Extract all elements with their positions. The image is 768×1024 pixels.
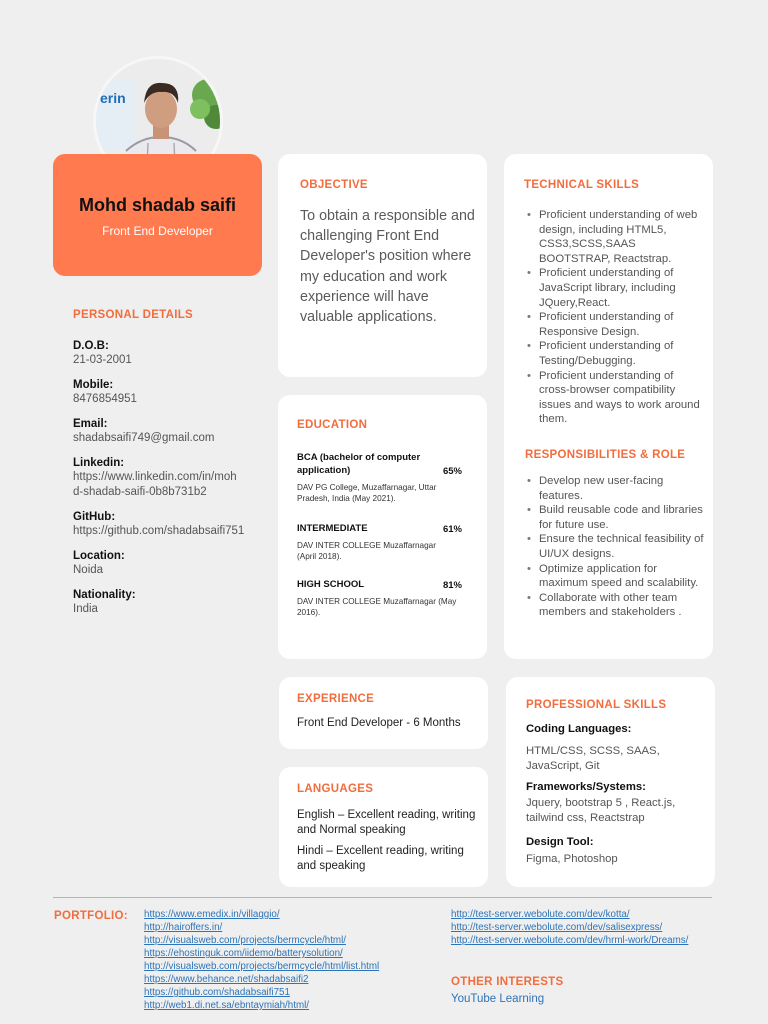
nationality-value: India <box>73 603 98 615</box>
skill-group-value: Figma, Photoshop <box>526 853 618 865</box>
experience-text: Front End Developer - 6 Months <box>297 717 461 729</box>
github-value[interactable]: https://github.com/shadabsaifi751 <box>73 525 245 537</box>
other-interests-title: OTHER INTERESTS <box>451 976 564 988</box>
personal-details-title: PERSONAL DETAILS <box>73 309 194 321</box>
portfolio-link[interactable]: https://www.behance.net/shadabsaifi2 <box>144 974 309 985</box>
portfolio-link[interactable]: https://ehostinguk.com/iidemo/batterysolution/ <box>144 948 343 959</box>
language-item: Hindi – Excellent reading, writing and speaking <box>297 845 464 872</box>
list-item: • Build reusable code and libraries for future use. <box>525 503 707 532</box>
skill-group-label: Design Tool: <box>526 836 594 848</box>
objective-card <box>278 154 487 377</box>
skill-group-label: Frameworks/Systems: <box>526 781 646 793</box>
list-item: • Ensure the technical feasibility of UI/UX designs. <box>525 532 707 561</box>
professional-skills-title: PROFESSIONAL SKILLS <box>526 699 667 711</box>
list-item: • Proficient understanding of web design, including HTML5, CSS3,SCSS,SAAS BOOTSTRAP, Reactstrap. <box>525 208 707 266</box>
email-label: Email: <box>73 418 108 430</box>
list-item: • Develop new user-facing features. <box>525 474 707 503</box>
portfolio-link[interactable]: https://www.emedix.in/villaggio/ <box>144 909 280 920</box>
education-place: DAV PG College, Muzaffarnagar, Uttar Pradesh, India (May 2021). <box>297 483 437 503</box>
linkedin-label: Linkedin: <box>73 457 125 469</box>
portfolio-link[interactable]: http://test-server.webolute.com/dev/kotta/ <box>451 909 630 920</box>
technical-skills-title: TECHNICAL SKILLS <box>524 179 640 191</box>
candidate-role: Front End Developer <box>102 224 213 238</box>
name-card <box>53 154 262 276</box>
responsibilities-list <box>525 474 707 620</box>
section-divider <box>53 897 712 898</box>
portfolio-link[interactable]: http://visualsweb.com/projects/bermcycle/html/list.html <box>144 961 380 972</box>
education-place: DAV INTER COLLEGE Muzaffarnagar (May 2016). <box>297 597 457 617</box>
list-item: • Proficient understanding of cross-browser compatibility issues and ways to work around them. <box>525 369 707 427</box>
experience-card <box>279 677 488 749</box>
responsibilities-title: RESPONSIBILITIES & ROLE <box>525 449 686 461</box>
language-item: English – Excellent reading, writing and Normal speaking <box>297 809 476 836</box>
portfolio-link[interactable]: http://visualsweb.com/projects/bermcycle/html/ <box>144 935 346 946</box>
other-interests-value: YouTube Learning <box>451 993 545 1005</box>
portfolio-link[interactable]: http://web1.di.net.sa/ebntaymiah/html/ <box>144 1000 310 1011</box>
personal-item <box>73 417 273 446</box>
list-item: • Optimize application for maximum speed and scalability. <box>525 562 707 591</box>
education-percent: 61% <box>442 524 462 535</box>
personal-item <box>73 378 273 407</box>
education-percent: 65% <box>442 466 462 477</box>
list-item: • Proficient understanding of Responsive Design. <box>525 310 707 339</box>
education-title: EDUCATION <box>297 419 368 431</box>
skill-group-value: HTML/CSS, SCSS, SAAS, JavaScript, Git <box>526 745 660 772</box>
portfolio-links-left <box>144 908 379 1012</box>
email-value[interactable]: shadabsaifi749@gmail.com <box>73 432 215 444</box>
education-card <box>278 395 487 659</box>
location-label: Location: <box>73 550 125 562</box>
personal-details <box>73 309 273 627</box>
location-value: Noida <box>73 564 104 576</box>
objective-title: OBJECTIVE <box>300 179 368 191</box>
linkedin-value[interactable]: https://www.linkedin.com/in/mohd-shadab-saifi-0b8b731b2 <box>73 471 237 498</box>
list-item: • Collaborate with other team members and stakeholders . <box>525 591 707 620</box>
education-percent: 81% <box>442 580 462 591</box>
skill-group-value: Jquery, bootstrap 5 , React.js, tailwind css, Reactstrap <box>526 797 676 824</box>
portfolio-link[interactable]: http://test-server.webolute.com/dev/salisexpress/ <box>451 922 663 933</box>
education-degree: BCA (bachelor of computer application) <box>297 452 421 476</box>
mobile-value: 8476854951 <box>73 393 137 405</box>
dob-label: D.O.B: <box>73 340 109 352</box>
github-label: GitHub: <box>73 511 116 523</box>
nationality-label: Nationality: <box>73 589 136 601</box>
portfolio-link[interactable]: https://github.com/shadabsaifi751 <box>144 987 290 998</box>
portfolio-links-right <box>451 908 688 947</box>
portfolio-link[interactable]: http://test-server.webolute.com/dev/hrml-work/Dreams/ <box>451 935 689 946</box>
dob-value: 21-03-2001 <box>73 354 132 366</box>
technical-skills-list <box>525 208 707 427</box>
list-item: • Proficient understanding of Testing/Debugging. <box>525 339 707 368</box>
objective-text: To obtain a responsible and challenging Front End Developer's position where my education and work experience will have valuable applications. <box>300 208 475 326</box>
personal-item <box>73 588 273 617</box>
education-place: DAV INTER COLLEGE Muzaffarnagar (April 2018). <box>297 541 436 561</box>
list-item: • Proficient understanding of JavaScript library, including JQuery,React. <box>525 266 707 310</box>
languages-card <box>279 767 488 887</box>
portfolio-title: PORTFOLIO: <box>54 910 128 922</box>
svg-text:erin: erin <box>100 90 126 106</box>
personal-item <box>73 549 273 578</box>
education-degree: INTERMEDIATE <box>297 523 368 534</box>
education-degree: HIGH SCHOOL <box>297 579 365 590</box>
personal-item <box>73 339 273 368</box>
education-item <box>297 451 462 504</box>
technical-skills-card <box>504 154 713 659</box>
portfolio-link[interactable]: http://hairoffers.in/ <box>144 922 223 933</box>
mobile-label: Mobile: <box>73 379 114 391</box>
languages-title: LANGUAGES <box>297 783 374 795</box>
professional-skills-card <box>506 677 715 887</box>
skill-group-label: Coding Languages: <box>526 723 632 735</box>
personal-item <box>73 510 273 539</box>
education-item <box>297 522 462 562</box>
personal-item <box>73 456 273 500</box>
education-item <box>297 578 462 618</box>
experience-title: EXPERIENCE <box>297 693 375 705</box>
candidate-name: Mohd shadab saifi <box>78 195 237 215</box>
